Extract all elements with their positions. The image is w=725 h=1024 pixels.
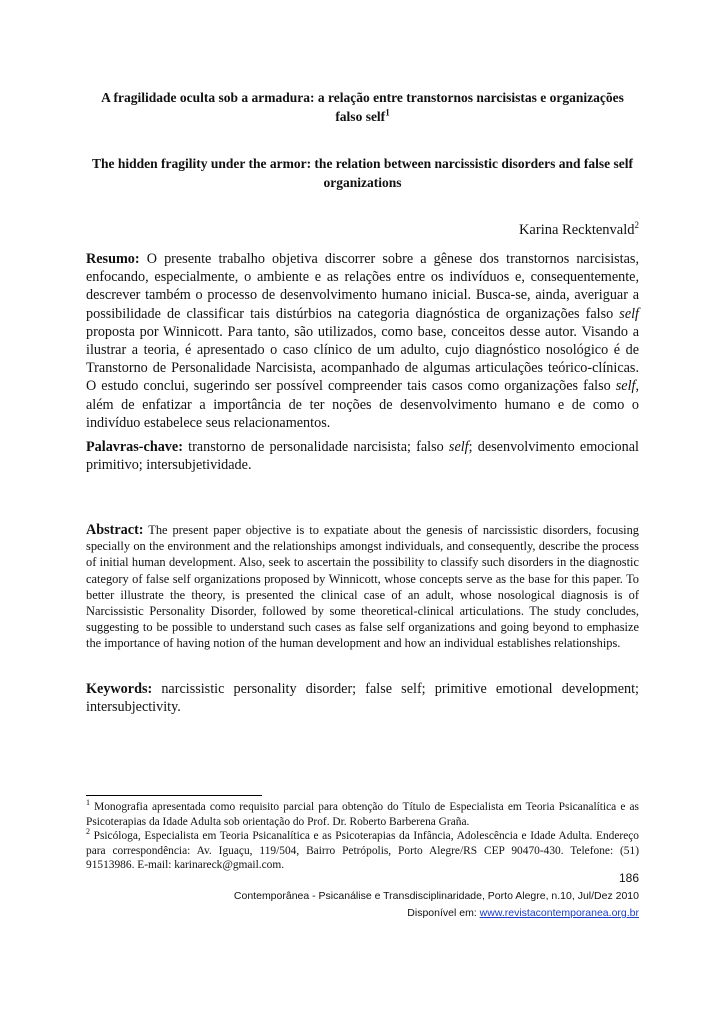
resumo-text-3: , além de enfatizar a importância de ter noções de desenvolvimento humano e de como o indivíduo estabelece seus relacionamentos. <box>86 378 639 431</box>
palavras-chave-paragraph <box>86 438 639 474</box>
palavras-chave-label: Palavras-chave: <box>86 439 183 455</box>
keywords-label: Keywords: <box>86 681 153 697</box>
resumo-paragraph <box>86 250 639 432</box>
author-name <box>519 221 639 239</box>
title-portuguese-text: A fragilidade oculta sob a armadura: a relação entre transtornos narcisistas e organizações falso self <box>101 90 624 124</box>
palavras-chave-text-2: ; desenvolvimento emocional primitivo; intersubjetividade. <box>86 439 639 474</box>
footnotes <box>86 800 639 873</box>
palavras-chave-text-1: transtorno de personalidade narcisista; falso <box>182 439 449 455</box>
title-english: The hidden fragility under the armor: the relation between narcissistic disorders and false self organizations <box>91 156 634 190</box>
availability-line <box>407 907 639 919</box>
resumo-text-1: O presente trabalho objetiva discorrer sobre a gênese dos transtornos narcisistas, enfocando, especialmente, o ambiente e as relações entre os indivíduos e, consequentemente, descrever também o processo de desenvolvimento humano inicial. Busca-se, ainda, averiguar a possibilidade de classificar tais distúrbios na categoria diagnóstica de organizações falso <box>86 251 639 322</box>
keywords-text: narcissistic personality disorder; false self; primitive emotional development; intersubjectivity. <box>86 681 639 716</box>
keywords-paragraph <box>86 680 639 716</box>
resumo-italic-1: self <box>619 305 639 322</box>
footnote-divider <box>86 795 262 796</box>
footnote-1-text: Monografia apresentada como requisito parcial para obtenção do Título de Especialista em Teoria Psicanalítica e as Psicoterapias da Idade Adulta sob orientação do Prof. Dr. Roberto Barberena Graña. <box>86 801 639 828</box>
footnote-1 <box>86 800 639 829</box>
footnote-ref-1: 1 <box>385 107 390 118</box>
resumo-text-2: proposta por Winnicott. Para tanto, são utilizados, como base, conceitos desse autor. Visando a ilustrar a teoria, é apresentado o caso clínico de um adulto, cujo diagnóstico nosológico é de Transtorno de Personalidade Narcisista, acompanhado de algumas articulações teórico-clínicas. O estudo conclui, sugerindo ser possível compreender tais casos como organizações falso <box>86 323 639 395</box>
footnote-ref-2: 2 <box>634 220 639 231</box>
palavras-chave-italic: self <box>448 439 469 455</box>
footnote-1-number: 1 <box>86 798 90 808</box>
journal-website-link[interactable]: www.revistacontemporanea.org.br <box>479 907 639 919</box>
abstract-paragraph <box>86 522 639 652</box>
footnote-2-text: Psicóloga, Especialista em Teoria Psicanalítica e as Psicoterapias da Infância, Adolescência e Idade Adulta. Endereço para correspondência: Av. Iguaçu, 119/504, Bairro Petrópolis, Porto Alegre/RS CEP 90470-430. Telefone: (51) 91513986. E-mail: karinareck@gmail.com. <box>86 830 639 871</box>
availability-label: Disponível em: <box>407 907 480 919</box>
abstract-text: The present paper objective is to expatiate about the genesis of narcissistic disorders, focusing specially on the environment and the relationships amongst individuals, and consequently, describe the process of initial human development. Also, seek to ascertain the possibility to classify such disorders in the diagnostic category of false self organizations proposed by Winnicott, whose concepts serve as the base for this paper. To better illustrate the theory, is presented the clinical case of an adult, whose nosological diagnosis is of Narcissistic Personality Disorder, followed by some theoretical-clinical articulations. The study concludes, suggesting to be possible to understand such cases as false self organizations and going beyond to emphasize the importance of having notion of the human development and how an individual establishes relationships. <box>86 523 639 651</box>
title-portuguese <box>86 88 639 126</box>
abstract-label: Abstract: <box>86 522 144 538</box>
resumo-label: Resumo: <box>86 251 140 267</box>
journal-citation: Contemporânea - Psicanálise e Transdisciplinaridade, Porto Alegre, n.10, Jul/Dez 2010 <box>233 890 639 902</box>
author-name-text: Karina Recktenvald <box>518 222 635 238</box>
footnote-2-number: 2 <box>86 827 90 837</box>
page-number: 186 <box>618 871 639 885</box>
footnote-2 <box>86 829 639 873</box>
resumo-italic-2: self <box>615 378 636 395</box>
